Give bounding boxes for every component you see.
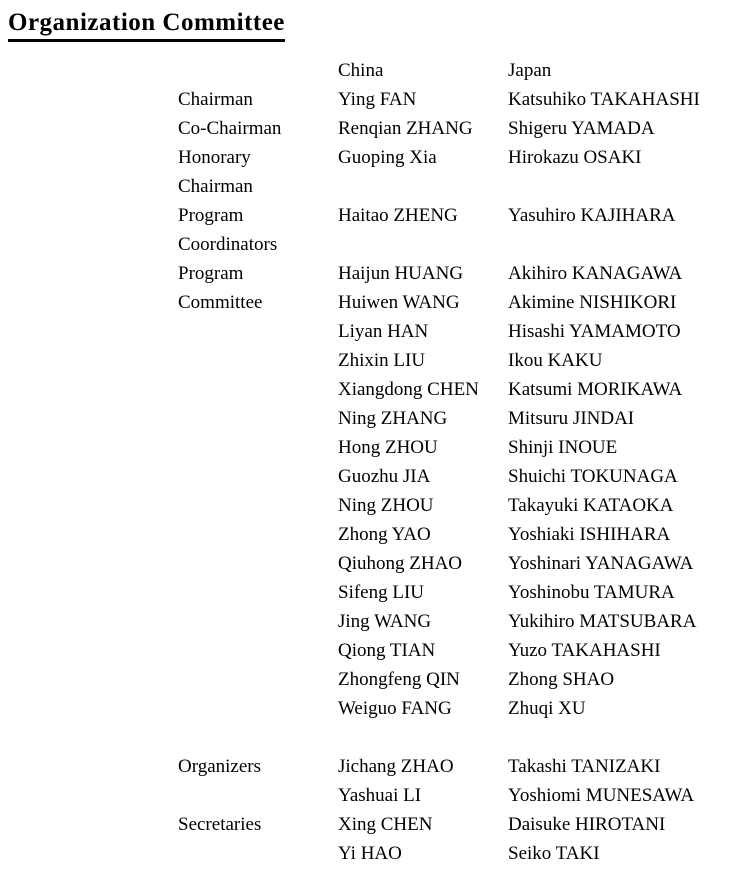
role-cell: [178, 665, 338, 694]
table-row: [178, 462, 738, 491]
role-cell: Committee: [178, 292, 263, 313]
role-cell: [178, 694, 338, 723]
table-row: [178, 607, 738, 636]
japan-name-cell: Katsumi MORIKAWA: [508, 379, 683, 400]
table-row: [178, 404, 738, 433]
japan-name-cell: Akihiro KANAGAWA: [508, 263, 683, 284]
table-row: [178, 288, 738, 317]
japan-name-cell: Seiko TAKI: [508, 843, 600, 864]
china-name-cell: Renqian ZHANG: [338, 118, 473, 139]
japan-name-cell: Yoshinari YANAGAWA: [508, 553, 694, 574]
china-name-cell: Ning ZHANG: [338, 408, 448, 429]
role-cell: Program: [178, 263, 244, 284]
japan-name-cell: Akimine NISHIKORI: [508, 292, 677, 313]
role-cell: [178, 346, 338, 375]
table-row: [178, 433, 738, 462]
china-name-cell: Hong ZHOU: [338, 437, 438, 458]
role-cell: Coordinators: [178, 234, 278, 255]
japan-name-cell: Ikou KAKU: [508, 350, 603, 371]
role-cell: [178, 375, 338, 404]
japan-name-cell: Yoshiomi MUNESAWA: [508, 785, 695, 806]
role-cell: Honorary: [178, 147, 251, 168]
role-cell: [178, 317, 338, 346]
table-header-row: [178, 56, 738, 85]
table-row: [178, 201, 738, 230]
role-cell: [178, 491, 338, 520]
china-name-cell: [338, 172, 508, 201]
japan-name-cell: Yasuhiro KAJIHARA: [508, 205, 676, 226]
china-name-cell: [338, 230, 508, 259]
role-cell: [178, 607, 338, 636]
china-name-cell: Sifeng LIU: [338, 582, 425, 603]
japan-name-cell: Yoshiaki ISHIHARA: [508, 524, 671, 545]
china-name-cell: Qiong TIAN: [338, 640, 436, 661]
role-cell: [178, 578, 338, 607]
page-title: Organization Committee: [8, 8, 285, 42]
table-row: [178, 346, 738, 375]
china-name-cell: Xiangdong CHEN: [338, 379, 479, 400]
table-row: [178, 578, 738, 607]
table-row: [178, 259, 738, 288]
china-name-cell: Haijun HUANG: [338, 263, 464, 284]
table-row: [178, 839, 738, 868]
china-name-cell: Weiguo FANG: [338, 698, 452, 719]
spacer-row: [178, 723, 738, 752]
table-row: [178, 114, 738, 143]
china-name-cell: Huiwen WANG: [338, 292, 460, 313]
japan-name-cell: Takayuki KATAOKA: [508, 495, 674, 516]
china-name-cell: Qiuhong ZHAO: [338, 553, 463, 574]
china-name-cell: Guozhu JIA: [338, 466, 431, 487]
china-name-cell: Xing CHEN: [338, 814, 433, 835]
china-name-cell: Zhixin LIU: [338, 350, 426, 371]
role-cell: [178, 839, 338, 868]
role-cell: [178, 636, 338, 665]
role-cell: [178, 404, 338, 433]
table-row: [178, 781, 738, 810]
header-china-cell: China: [338, 60, 384, 81]
role-cell: Organizers: [178, 756, 262, 777]
japan-name-cell: Yukihiro MATSUBARA: [508, 611, 697, 632]
role-cell: Chairman: [178, 176, 253, 197]
table-row: [178, 810, 738, 839]
role-cell: [178, 781, 338, 810]
table-row: [178, 549, 738, 578]
japan-name-cell: Hirokazu OSAKI: [508, 147, 642, 168]
table-row: [178, 491, 738, 520]
japan-name-cell: Mitsuru JINDAI: [508, 408, 635, 429]
header-role-cell: [178, 56, 338, 85]
role-cell: Co-Chairman: [178, 118, 282, 139]
committee-table: [178, 56, 738, 868]
role-cell: [178, 549, 338, 578]
role-cell: [178, 520, 338, 549]
table-row: [178, 665, 738, 694]
japan-name-cell: Shigeru YAMADA: [508, 118, 655, 139]
table-row: [178, 85, 738, 114]
china-name-cell: Zhongfeng QIN: [338, 669, 460, 690]
china-name-cell: Jing WANG: [338, 611, 432, 632]
role-cell: [178, 462, 338, 491]
table-row: [178, 230, 738, 259]
china-name-cell: Liyan HAN: [338, 321, 429, 342]
japan-name-cell: Katsuhiko TAKAHASHI: [508, 89, 700, 110]
role-cell: [178, 433, 338, 462]
table-body: [178, 85, 738, 868]
table-row: [178, 520, 738, 549]
japan-name-cell: Shuichi TOKUNAGA: [508, 466, 678, 487]
japan-name-cell: Hisashi YAMAMOTO: [508, 321, 681, 342]
japan-name-cell: [508, 172, 738, 201]
japan-name-cell: Takashi TANIZAKI: [508, 756, 661, 777]
role-cell: Secretaries: [178, 814, 262, 835]
table-row: [178, 143, 738, 172]
japan-name-cell: [508, 230, 738, 259]
header-japan-cell: Japan: [508, 60, 552, 81]
china-name-cell: Guoping Xia: [338, 147, 437, 168]
japan-name-cell: Daisuke HIROTANI: [508, 814, 666, 835]
role-cell: Chairman: [178, 89, 253, 110]
table-row: [178, 752, 738, 781]
table-row: [178, 694, 738, 723]
japan-name-cell: Zhuqi XU: [508, 698, 586, 719]
table-row: [178, 172, 738, 201]
china-name-cell: Yashuai LI: [338, 785, 422, 806]
china-name-cell: Zhong YAO: [338, 524, 431, 545]
china-name-cell: Yi HAO: [338, 843, 402, 864]
china-name-cell: Jichang ZHAO: [338, 756, 454, 777]
japan-name-cell: Shinji INOUE: [508, 437, 618, 458]
japan-name-cell: Yuzo TAKAHASHI: [508, 640, 661, 661]
table-row: [178, 636, 738, 665]
table-row: [178, 317, 738, 346]
table-row: [178, 375, 738, 404]
china-name-cell: Ning ZHOU: [338, 495, 434, 516]
china-name-cell: Haitao ZHENG: [338, 205, 458, 226]
china-name-cell: Ying FAN: [338, 89, 417, 110]
japan-name-cell: Yoshinobu TAMURA: [508, 582, 675, 603]
role-cell: Program: [178, 205, 244, 226]
japan-name-cell: Zhong SHAO: [508, 669, 615, 690]
